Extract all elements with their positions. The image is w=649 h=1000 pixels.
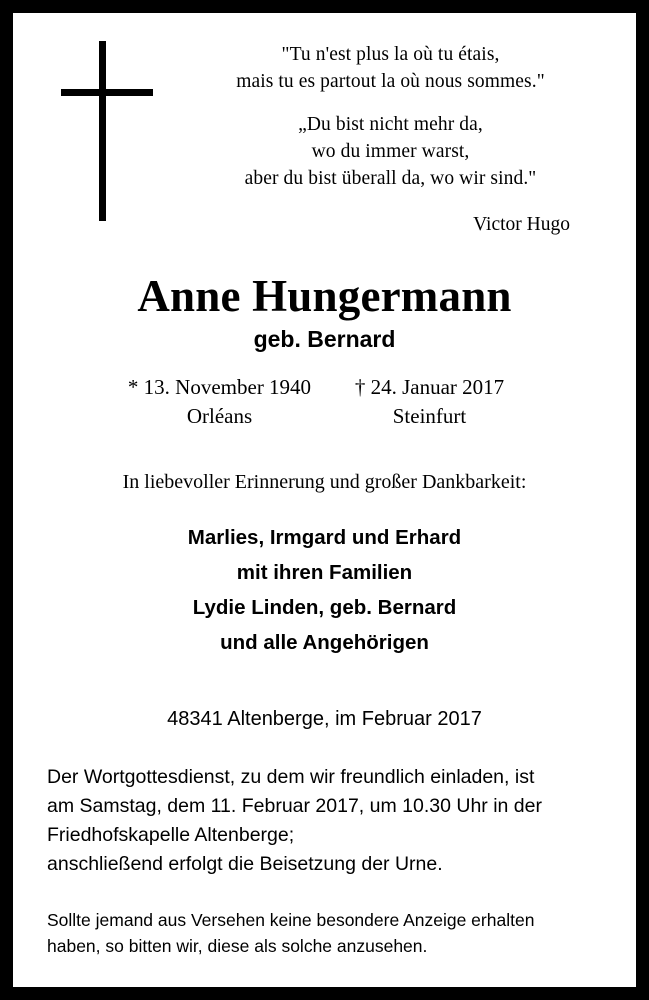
cross-icon — [61, 41, 153, 221]
deceased-name: Anne Hungermann — [137, 271, 512, 321]
location-date-line: 48341 Altenberge, im Februar 2017 — [167, 708, 482, 730]
family-block — [13, 520, 636, 660]
notice-line: haben, so bitten wir, diese als solche anzusehen. — [47, 936, 428, 956]
quote-french-line-2: mais tu es partout la où nous sommes." — [236, 71, 545, 92]
family-line: mit ihren Familien — [236, 561, 413, 584]
death-info — [325, 373, 535, 431]
quote-german-line-3: aber du bist überall da, wo wir sind." — [244, 168, 537, 189]
dedication-line: In liebevoller Erinnerung und großer Dankbarkeit: — [122, 471, 527, 493]
maiden-name: geb. Bernard — [253, 326, 396, 352]
quote-spacer — [193, 95, 588, 111]
notice-block — [13, 907, 636, 959]
birth-place: Orléans — [186, 404, 253, 428]
service-block — [13, 763, 636, 879]
quote-author: Victor Hugo — [473, 214, 570, 235]
service-line: anschließend erfolgt die Beisetzung der Urne. — [47, 853, 443, 875]
service-line: Friedhofskapelle Altenberge; — [47, 824, 295, 846]
quote-french-line-1: "Tu n'est plus la où tu étais, — [281, 44, 500, 65]
quote-german-line-1: „Du bist nicht mehr da, — [298, 114, 483, 135]
dates-row — [13, 373, 636, 431]
family-line: Lydie Linden, geb. Bernard — [192, 596, 457, 619]
quote-german-line-2: wo du immer warst, — [311, 141, 470, 162]
obituary-card — [10, 10, 639, 990]
death-place: Steinfurt — [392, 404, 467, 428]
family-line: und alle Angehörigen — [220, 631, 429, 654]
death-date: † 24. Januar 2017 — [354, 375, 505, 399]
service-line: Der Wortgottesdienst, zu dem wir freundlich einladen, ist — [47, 766, 535, 788]
family-line: Marlies, Irmgard und Erhard — [187, 526, 462, 549]
birth-info — [115, 373, 325, 431]
notice-line: Sollte jemand aus Versehen keine besondere Anzeige erhalten — [47, 910, 535, 930]
birth-date: * 13. November 1940 — [127, 375, 312, 399]
service-line: am Samstag, dem 11. Februar 2017, um 10.30 Uhr in der — [47, 795, 542, 817]
name-block — [13, 270, 636, 353]
